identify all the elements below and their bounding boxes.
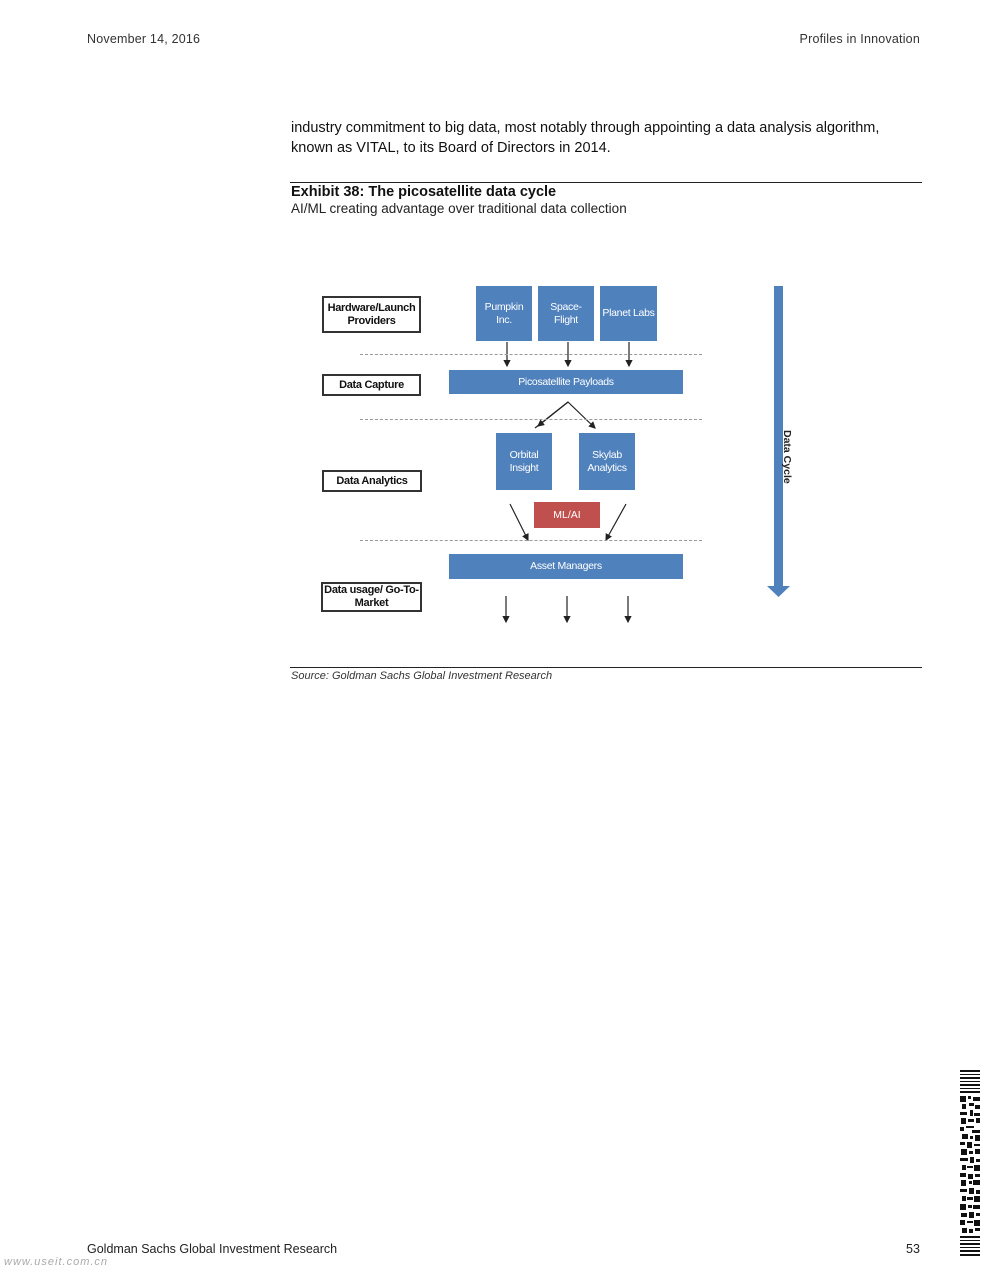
provider-spaceflight: Space- Flight xyxy=(538,286,594,341)
header-series: Profiles in Innovation xyxy=(799,32,920,46)
exhibit-source: Source: Goldman Sachs Global Investment Research xyxy=(291,670,553,682)
divider-1 xyxy=(360,354,702,355)
ml-ai-box: ML/AI xyxy=(534,502,600,528)
data-cycle-label: Data Cycle xyxy=(781,430,793,484)
stage-analytics-label: Data Analytics xyxy=(322,470,422,492)
arrow-payloads-to-orbital xyxy=(538,402,568,426)
stage-usage-label: Data usage/ Go-To-Market xyxy=(321,582,422,612)
data-cycle-arrow-head xyxy=(767,586,790,597)
divider-2 xyxy=(360,419,702,420)
analytics-orbital: Orbital Insight xyxy=(496,433,552,490)
header-date: November 14, 2016 xyxy=(87,32,201,46)
exhibit-subtitle: AI/ML creating advantage over traditional data collection xyxy=(291,201,627,216)
exhibit-bottom-rule xyxy=(290,667,922,668)
divider-3 xyxy=(360,540,702,541)
picosatellite-payloads: Picosatellite Payloads xyxy=(449,370,683,394)
provider-planet: Planet Labs xyxy=(600,286,657,341)
footer-page-number: 53 xyxy=(906,1242,920,1256)
arrow-skylab-to-assets xyxy=(606,504,626,540)
qr-barcode-icon xyxy=(960,1070,980,1256)
stage-capture-label: Data Capture xyxy=(322,374,421,396)
asset-managers: Asset Managers xyxy=(449,554,683,579)
exhibit-title: Exhibit 38: The picosatellite data cycle xyxy=(291,184,557,200)
analytics-skylab: Skylab Analytics xyxy=(579,433,635,490)
arrow-payloads-split xyxy=(535,402,595,428)
exhibit-top-rule xyxy=(290,182,922,183)
arrow-orbital-to-assets xyxy=(510,504,528,540)
body-paragraph: industry commitment to big data, most notably through appointing a data analysis algorithm, known as VITAL, to its Board of Directors in 2014. xyxy=(291,120,880,156)
data-cycle-diagram xyxy=(300,270,840,640)
watermark: www.useit.com.cn xyxy=(4,1256,109,1268)
stage-hardware-label: Hardware/Launch Providers xyxy=(322,296,421,333)
footer-publisher: Goldman Sachs Global Investment Research xyxy=(87,1242,338,1256)
provider-pumpkin: Pumpkin Inc. xyxy=(476,286,532,341)
